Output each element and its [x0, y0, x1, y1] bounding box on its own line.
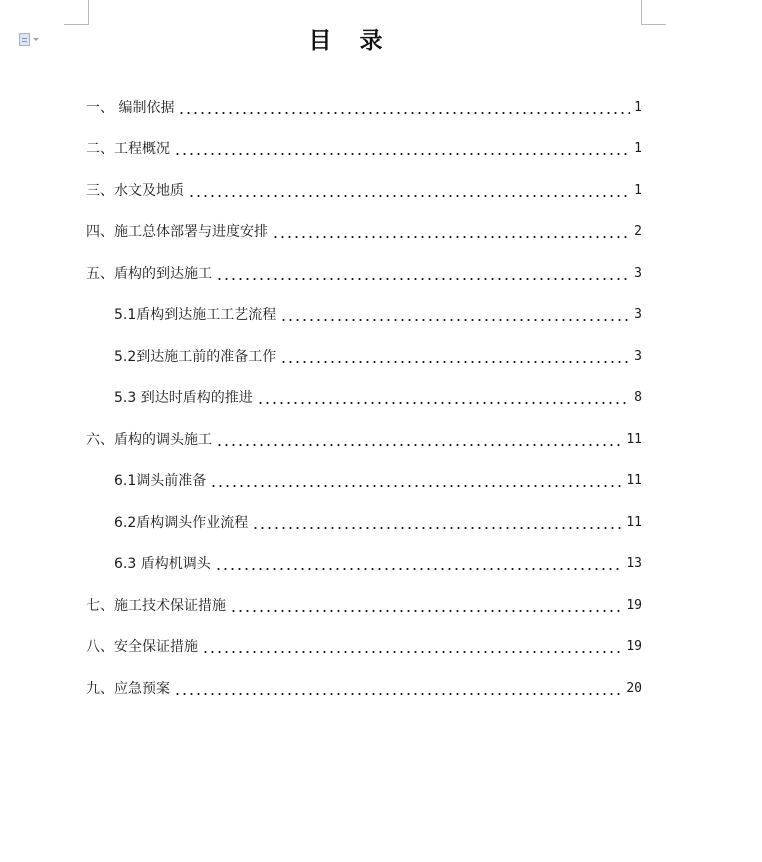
dot-leader [257, 388, 630, 408]
dot-leader [178, 98, 630, 118]
toc-entry-label: 七、施工技术保证措施 [86, 598, 226, 614]
toc-entry[interactable] [86, 637, 642, 657]
toc-entry-page: 3 [634, 349, 642, 364]
dot-leader [280, 347, 630, 367]
dot-leader [215, 554, 623, 574]
toc-entry[interactable] [86, 222, 642, 242]
toc-entry-page: 1 [634, 141, 642, 156]
toc-entry[interactable] [86, 98, 642, 118]
toc-entry-label: 5.1盾构到达施工工艺流程 [114, 307, 277, 323]
toc-entry[interactable] [86, 596, 642, 616]
toc-entry-label: 四、施工总体部署与进度安排 [86, 224, 268, 240]
toc-entry-page: 8 [634, 390, 642, 405]
toc-entry-page: 19 [626, 598, 642, 613]
toc-entry[interactable] [114, 471, 642, 491]
toc-entry-label: 6.3 盾构机调头 [114, 556, 211, 572]
toc-entry-page: 20 [626, 681, 642, 696]
dot-leader [202, 637, 622, 657]
dot-leader [230, 596, 622, 616]
toc-entry-page: 11 [626, 473, 642, 488]
toc-entry-page: 19 [626, 639, 642, 654]
dot-leader [210, 471, 622, 491]
toc-entry-label: 三、水文及地质 [86, 183, 184, 199]
dot-leader [252, 513, 622, 533]
dot-leader [188, 181, 630, 201]
toc-entry-label: 6.2盾构调头作业流程 [114, 515, 249, 531]
toc-entry-label: 五、盾构的到达施工 [86, 266, 212, 282]
toc-entry[interactable] [114, 347, 642, 367]
page-title: 目 录 [308, 27, 384, 54]
toc-entry-label: 九、应急预案 [86, 681, 170, 697]
toc-entry-page: 11 [626, 432, 642, 447]
dot-leader [216, 264, 630, 284]
toc-entry[interactable] [114, 554, 642, 574]
toc-entry-label: 二、工程概况 [86, 141, 170, 157]
toc-entry-label: 5.3 到达时盾构的推进 [114, 390, 253, 406]
toc-entry[interactable] [86, 139, 642, 159]
toc-entry-label: 6.1调头前准备 [114, 473, 207, 489]
toc-entry[interactable] [114, 513, 642, 533]
toc-entry-label: 5.2到达施工前的准备工作 [114, 349, 277, 365]
toc-entry-label: 八、安全保证措施 [86, 639, 198, 655]
toc-entry-page: 1 [634, 183, 642, 198]
toc-entry-page: 2 [634, 224, 642, 239]
dot-leader [216, 430, 622, 450]
toc-entry[interactable] [114, 305, 642, 325]
toc-entry[interactable] [86, 181, 642, 201]
toc-entry-label: 六、盾构的调头施工 [86, 432, 212, 448]
toc-entry[interactable] [86, 430, 642, 450]
toc-entry[interactable] [86, 679, 642, 699]
toc-entry-page: 13 [626, 556, 642, 571]
dot-leader [174, 679, 622, 699]
dot-leader [174, 139, 630, 159]
toc-entry-page: 3 [634, 307, 642, 322]
dot-leader [280, 305, 630, 325]
toc-entry-label: 一、 编制依据 [86, 100, 175, 116]
toc-entry-page: 3 [634, 266, 642, 281]
toc-entry[interactable] [86, 264, 642, 284]
toc-entry-page: 11 [626, 515, 642, 530]
toc-entry-page: 1 [634, 100, 642, 115]
dot-leader [272, 222, 630, 242]
toc-entry[interactable] [114, 388, 642, 408]
